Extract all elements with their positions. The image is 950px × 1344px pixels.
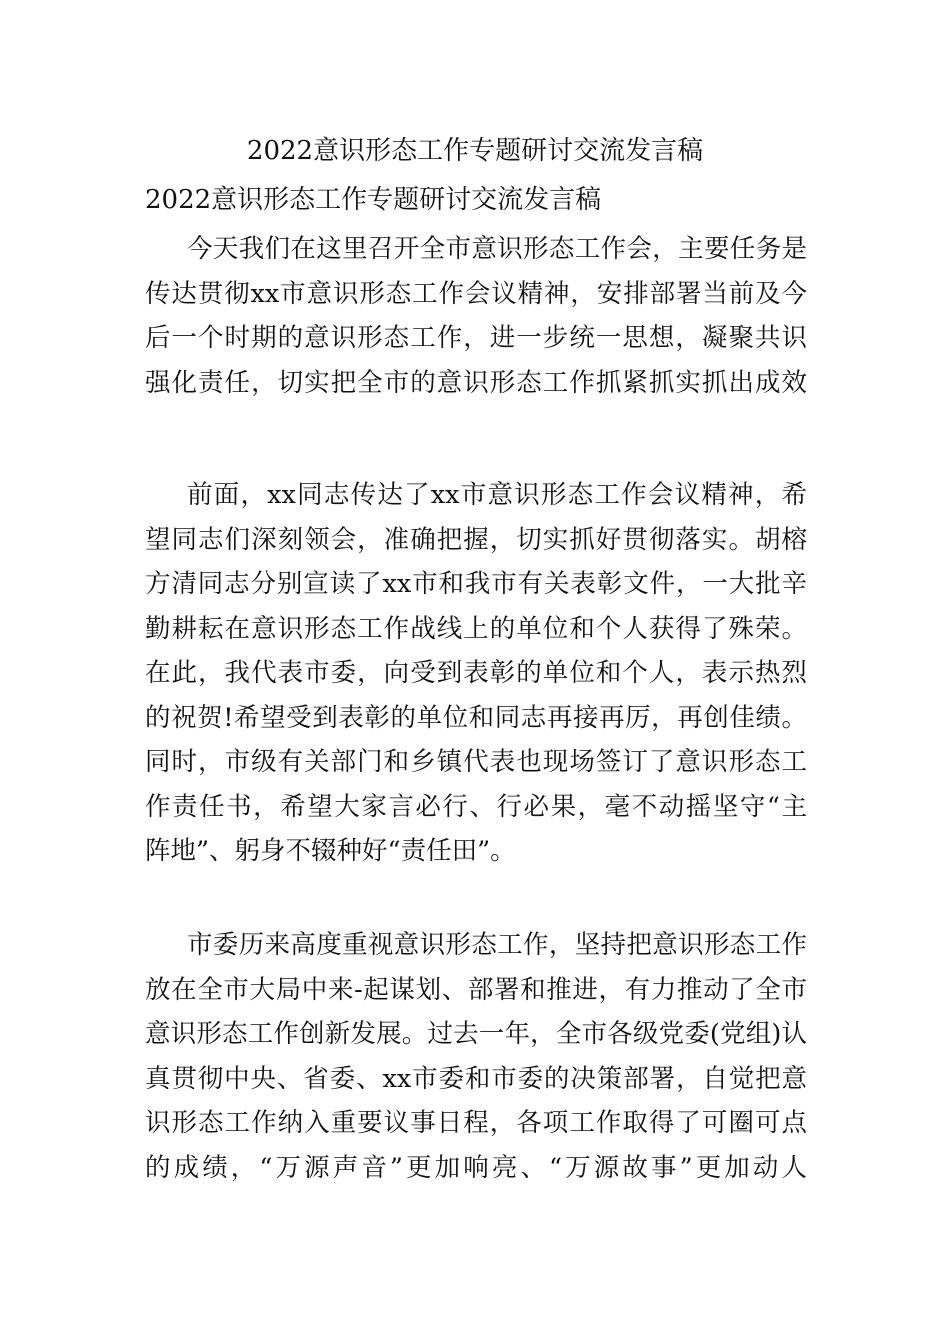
paragraph-line: 方清同志分别宣读了xx市和我市有关表彰文件，一大批辛 [145, 569, 807, 599]
paragraph-3 [145, 923, 807, 1190]
paragraph-line: 的成绩，“万源声音”更加响亮、“万源故事”更加动人 [145, 1152, 807, 1183]
paragraph-1 [145, 227, 807, 405]
paragraph-line: 真贯彻中央、省委、xx市委和市委的决策部署，自觉把意 [145, 1063, 807, 1094]
document-subtitle: 2022意识形态工作专题研讨交流发言稿 [145, 185, 602, 215]
paragraph-line: 放在全市大局中来-起谋划、部署和推进，有力推动了全市 [145, 974, 807, 1005]
paragraph-line: 勤耕耘在意识形态工作战线上的单位和个人获得了殊荣。 [145, 613, 807, 644]
paragraph-line: 阵地”、躬身不辍种好“责任田”。 [145, 836, 516, 866]
paragraph-line: 的祝贺!希望受到表彰的单位和同志再接再厉，再创佳绩。 [145, 702, 807, 733]
paragraph-line: 作责任书，希望大家言必行、行必果，毫不动摇坚守“主 [145, 791, 807, 822]
paragraph-line: 望同志们深刻领会，准确把握，切实抓好贯彻落实。胡榕 [145, 524, 807, 555]
paragraph-2 [145, 473, 807, 874]
paragraph-line: 同时，市级有关部门和乡镇代表也现场签订了意识形态工 [145, 747, 807, 777]
paragraph-line: 意识形态工作创新发展。过去一年，全市各级党委(党组)认 [145, 1019, 807, 1049]
document-title: 2022意识形态工作专题研讨交流发言稿 [246, 136, 704, 166]
paragraph-line: 强化责任，切实把全市的意识形态工作抓紧抓实抓出成效 [145, 367, 807, 398]
paragraph-line: 传达贯彻xx市意识形态工作会议精神，安排部署当前及今 [145, 278, 807, 309]
paragraph-line: 后一个时期的意识形态工作，进一步统一思想，凝聚共识 [145, 323, 807, 353]
paragraph-line: 识形态工作纳入重要议事日程，各项工作取得了可圈可点 [145, 1108, 807, 1138]
paragraph-line: 前面，xx同志传达了xx市意识形态工作会议精神，希 [187, 480, 807, 510]
paragraph-line: 今天我们在这里召开全市意识形态工作会，主要任务是 [187, 234, 807, 264]
paragraph-line: 市委历来高度重视意识形态工作，坚持把意识形态工作 [187, 930, 807, 960]
paragraph-line: 在此，我代表市委，向受到表彰的单位和个人，表示热烈 [145, 658, 807, 688]
